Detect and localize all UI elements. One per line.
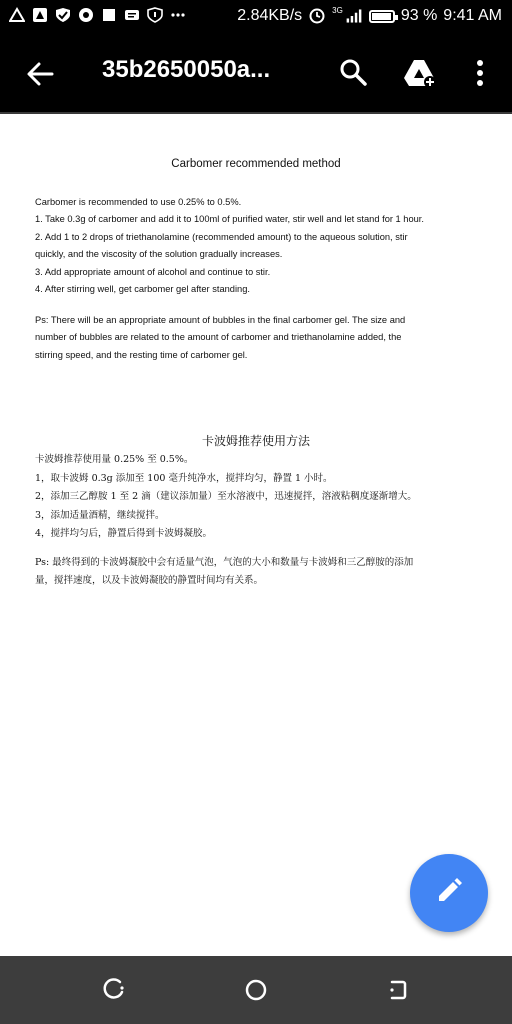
recents-icon[interactable] xyxy=(100,976,128,1004)
more-dots-icon xyxy=(169,6,187,24)
chinese-line: 4，搅拌均匀后，静置后得到卡波姆凝胶。 xyxy=(35,528,213,539)
chinese-steps xyxy=(35,451,495,544)
battery-percent: 93 % xyxy=(400,7,438,24)
chinese-line: 卡波姆推荐使用量 0.25% 至 0.5%。 xyxy=(35,454,194,465)
network-type: 3G xyxy=(332,5,343,15)
chinese-ps-line: Ps: 最终得到的卡波姆凝胶中会有适量气泡，气泡的大小和数量与卡波姆和三乙醇胺的添加 xyxy=(35,557,414,568)
english-line: 1. Take 0.3g of carbomer and add it to 100ml of purified water, stir well and let stand for 1 hour. xyxy=(35,214,424,225)
english-ps-line: number of bubbles are related to the amount of carbomer and triethanolamine added, the xyxy=(35,332,402,343)
back-arrow-icon[interactable] xyxy=(22,56,58,92)
status-bar xyxy=(0,0,512,34)
alert-icon xyxy=(31,6,49,24)
edit-pencil-icon xyxy=(435,877,463,909)
english-ps-note xyxy=(35,312,485,364)
document-title: 35b2650050a... xyxy=(102,56,271,83)
english-line: quickly, and the viscosity of the solution gradually increases. xyxy=(35,249,283,260)
search-icon[interactable] xyxy=(338,57,368,87)
chinese-ps-line: 量，搅拌速度，以及卡波姆凝胶的静置时间均有关系。 xyxy=(35,575,264,586)
english-line: 4. After stirring well, get carbomer gel after standing. xyxy=(35,284,250,295)
english-line: 2. Add 1 to 2 drops of triethanolamine (recommended amount) to the aqueous solution, stir xyxy=(35,231,408,242)
battery-fill xyxy=(372,13,391,20)
chinese-line: 1，取卡波姆 0.3g 添加至 100 毫升纯净水，搅拌均匀，静置 1 小时。 xyxy=(35,472,333,484)
square-icon xyxy=(100,6,118,24)
clock: 9:41 AM xyxy=(443,7,502,24)
battery-icon xyxy=(369,10,395,23)
english-steps xyxy=(35,194,485,298)
chinese-title: 卡波姆推荐使用方法 xyxy=(201,434,310,448)
notification-icons xyxy=(8,6,187,24)
chinese-line: 2，添加三乙醇胺 1 至 2 滴（建议添加量）至水溶液中，迅速搅拌，溶液粘稠度逐渐增大。 xyxy=(35,491,417,502)
drive-add-icon[interactable] xyxy=(403,56,437,90)
english-line: 3. Add appropriate amount of alcohol and continue to stir. xyxy=(35,266,271,277)
shield-icon xyxy=(54,6,72,24)
sync-icon xyxy=(308,7,326,25)
message-icon xyxy=(123,6,141,24)
shield-outline-icon xyxy=(146,6,164,24)
english-line: Carbomer is recommended to use 0.25% to 0.5%. xyxy=(35,197,242,207)
english-ps-line: stirring speed, and the resting time of carbomer gel. xyxy=(35,349,248,360)
more-vert-icon[interactable] xyxy=(470,56,490,90)
document-page[interactable] xyxy=(0,114,512,956)
chrome-icon xyxy=(77,6,95,24)
system-status xyxy=(237,7,502,25)
english-title: Carbomer recommended method xyxy=(171,158,341,170)
network-speed: 2.84KB/s xyxy=(237,7,303,24)
back-icon[interactable] xyxy=(384,976,412,1004)
navigation-bar xyxy=(0,956,512,1024)
chinese-line: 3，添加适量酒精，继续搅拌。 xyxy=(35,509,165,521)
chinese-ps-note xyxy=(35,554,495,590)
signal-icon xyxy=(345,7,363,25)
edit-fab-button[interactable] xyxy=(410,854,488,932)
warning-icon xyxy=(8,6,26,24)
english-ps-line: Ps: There will be an appropriate amount of bubbles in the final carbomer gel. The size and xyxy=(35,315,406,325)
app-bar xyxy=(0,34,512,112)
home-icon[interactable] xyxy=(242,976,270,1004)
